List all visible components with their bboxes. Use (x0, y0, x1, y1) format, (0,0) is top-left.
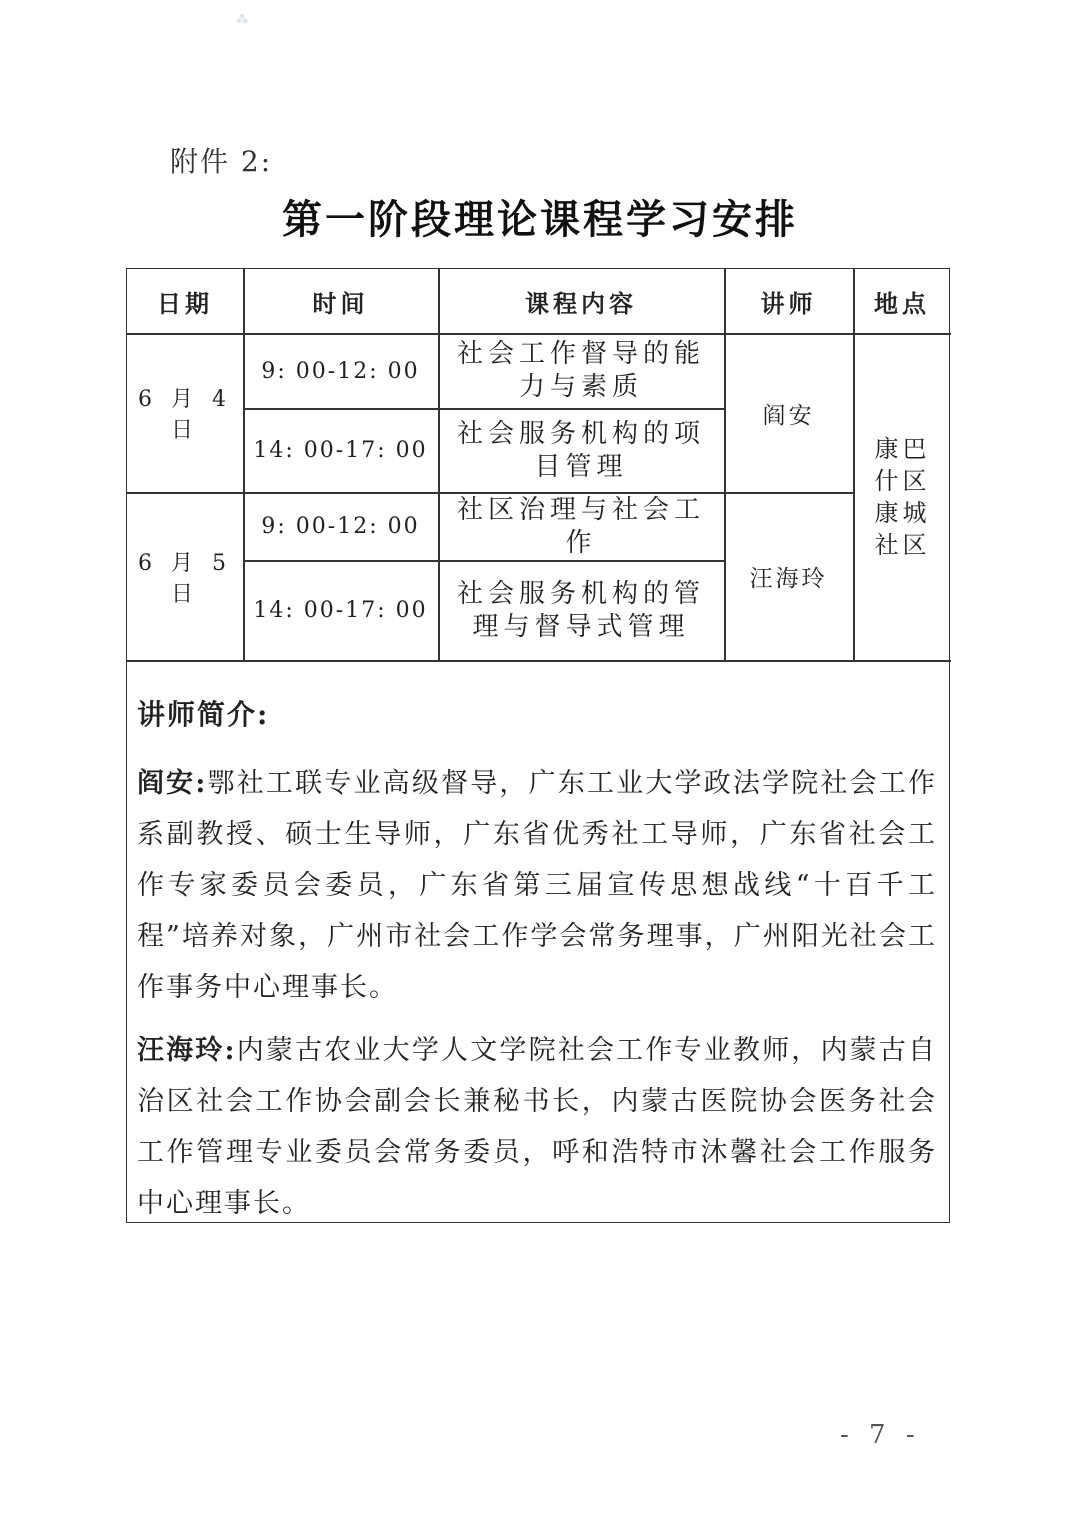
bio-text: 内蒙古农业大学人文学院社会工作专业教师，内蒙古自治区社会工作协会副会长兼秘书长，内蒙古医院协会医务社会工作管理专业委员会常务委员，呼和浩特市沐馨社会工作服务中心理事长。 (137, 1035, 938, 1219)
table-rule (127, 660, 951, 662)
location-cell: 康巴什区康城社区 (874, 435, 931, 559)
time-cell: 14: 00-17: 00 (253, 598, 428, 623)
bio-name: 阎安: (137, 768, 208, 799)
page-title: 第一阶段理论课程学习安排 (282, 196, 798, 243)
page-number: - 7 - (840, 1420, 921, 1450)
lecturer-cell: 阎安 (762, 402, 815, 429)
bio-name: 汪海玲: (137, 1035, 237, 1066)
time-cell: 9: 00-12: 00 (261, 514, 420, 539)
scan-mark: ⁂ (236, 12, 248, 26)
bio-heading: 讲师简介: (137, 698, 270, 731)
header-location: 地点 (874, 288, 930, 318)
header-course: 课程内容 (525, 288, 637, 318)
time-cell: 9: 00-12: 00 (261, 358, 420, 384)
course-cell: 社区治理与社会工作 (456, 494, 705, 558)
header-time: 时间 (312, 288, 369, 318)
header-date: 日期 (157, 288, 213, 318)
lecturer-bio (137, 758, 937, 1013)
date-cell: 6 月 5 日 (138, 550, 232, 607)
lecturer-bio (137, 1025, 937, 1229)
course-cell: 社会工作督导的能力与素质 (456, 339, 705, 402)
attachment-label: 附件 2: (170, 145, 273, 178)
date-cell: 6 月 4 日 (138, 387, 232, 443)
header-lecturer: 讲师 (760, 288, 817, 318)
course-cell: 社会服务机构的管理与督导式管理 (456, 578, 705, 642)
bio-text: 鄂社工联专业高级督导，广东工业大学政法学院社会工作系副教授、硕士生导师，广东省优秀社工导师，广东省社会工作专家委员会委员，广东省第三届宣传思想战线“十百千工程”培养对象，广州市社会工作学会常务理事，广州阳光社会工作事务中心理事长。 (137, 768, 938, 1003)
time-cell: 14: 00-17: 00 (253, 438, 428, 463)
course-cell: 社会服务机构的项目管理 (456, 418, 705, 482)
lecturer-cell: 汪海玲 (749, 566, 828, 592)
